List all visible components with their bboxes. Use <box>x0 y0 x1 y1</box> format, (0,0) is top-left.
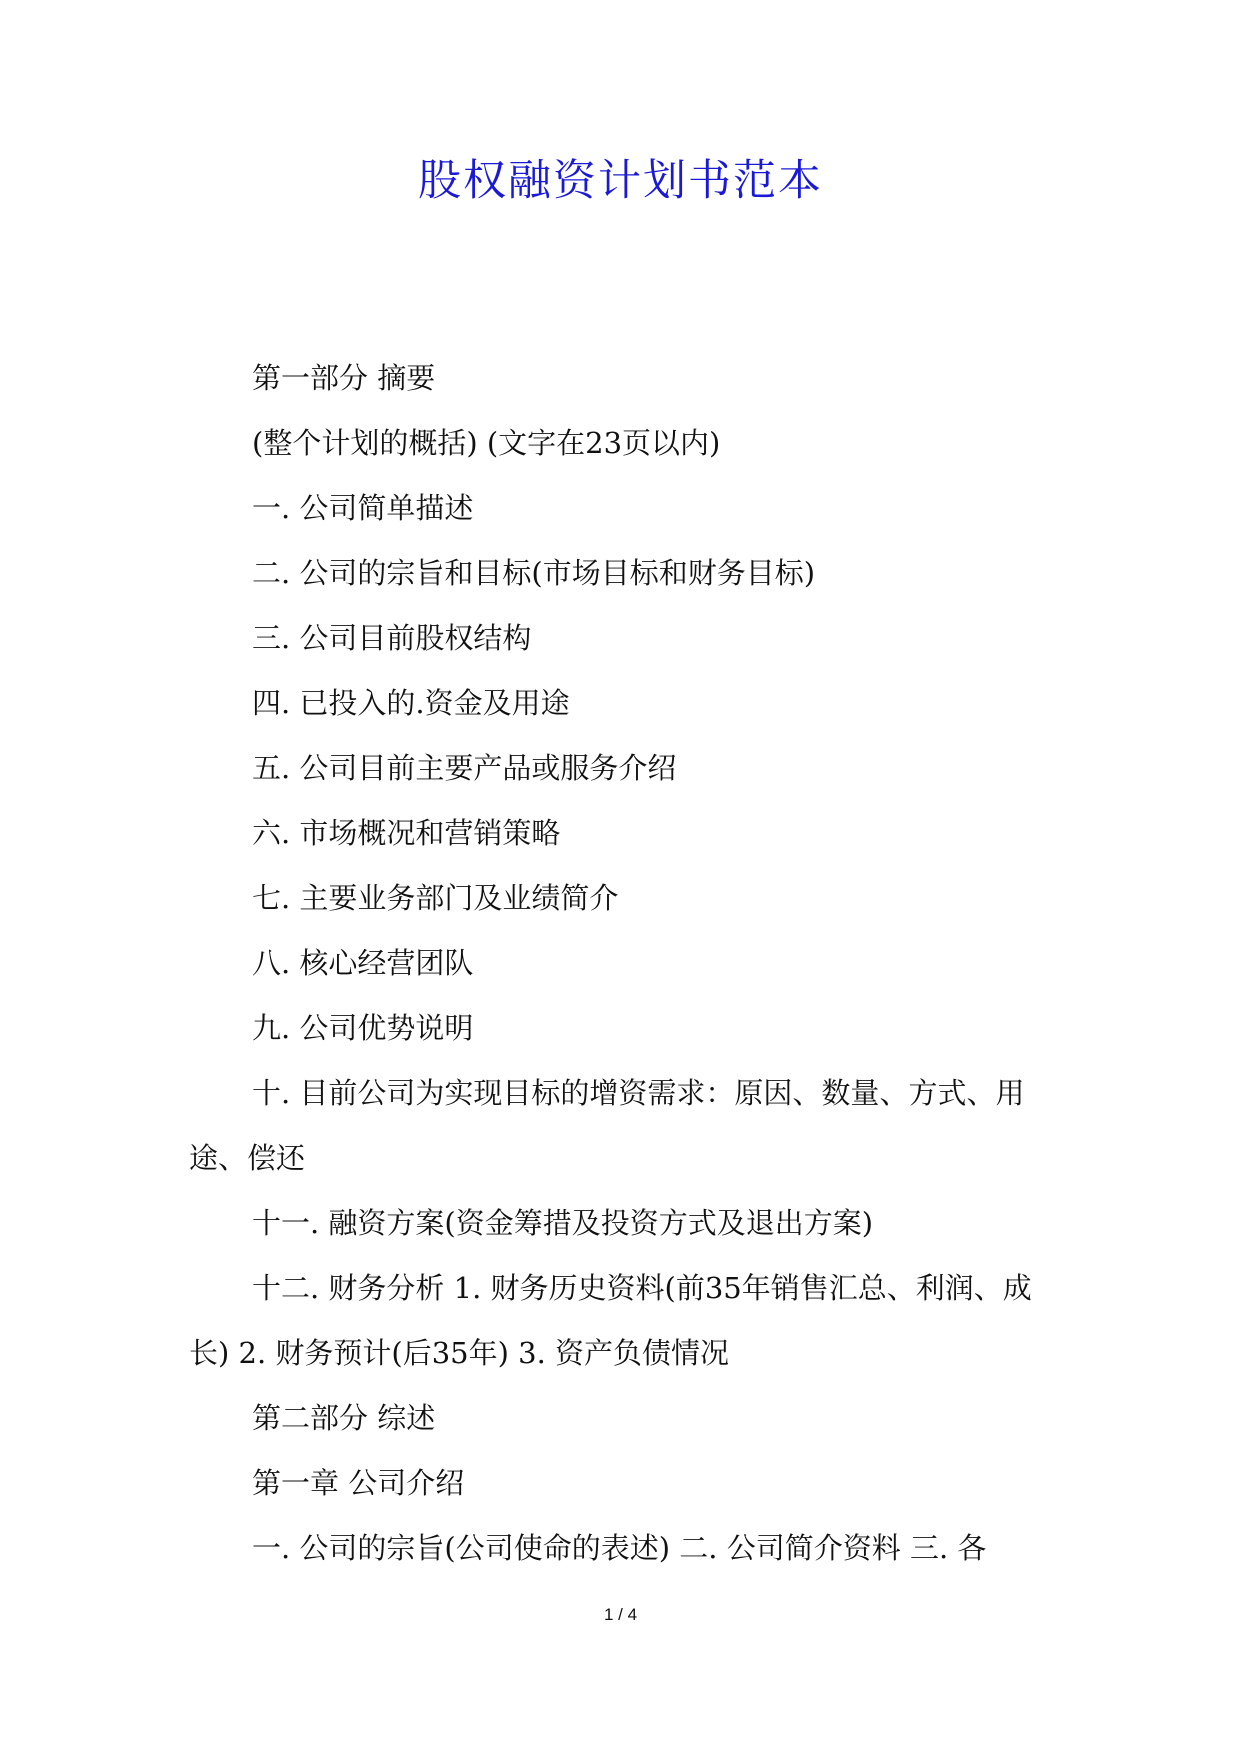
list-item: 四. 已投入的.资金及用途 <box>252 686 570 720</box>
list-item: 十一. 融资方案(资金筹措及投资方式及退出方案) <box>252 1206 874 1240</box>
document-title: 股权融资计划书范本 <box>418 156 823 206</box>
list-item: 十. 目前公司为实现目标的增资需求：原因、数量、方式、用途、偿还 <box>189 1076 1025 1175</box>
summary-note: (整个计划的概括) (文字在23页以内) <box>252 426 721 460</box>
chapter-list-item: 一. 公司的宗旨(公司使命的表述) 二. 公司简介资料 三. 各 <box>252 1531 987 1565</box>
list-item: 二. 公司的宗旨和目标(市场目标和财务目标) <box>252 556 816 590</box>
list-item: 九. 公司优势说明 <box>252 1011 474 1045</box>
list-item: 六. 市场概况和营销策略 <box>252 816 561 850</box>
list-item: 八. 核心经营团队 <box>252 946 474 980</box>
chapter-heading: 第一章 公司介绍 <box>252 1466 465 1500</box>
section-heading-part-one: 第一部分 摘要 <box>252 361 436 395</box>
document-body <box>189 346 1051 1581</box>
list-item: 十二. 财务分析 1. 财务历史资料(前35年销售汇总、利润、成长) 2. 财务预计(后35年) 3. 资产负债情况 <box>189 1271 1032 1370</box>
list-item: 七. 主要业务部门及业绩简介 <box>252 881 619 915</box>
list-item: 三. 公司目前股权结构 <box>252 621 532 655</box>
list-item: 一. 公司简单描述 <box>252 491 474 525</box>
section-heading-part-two: 第二部分 综述 <box>252 1401 436 1435</box>
page-number: 1 / 4 <box>603 1605 638 1624</box>
list-item: 五. 公司目前主要产品或服务介绍 <box>252 751 677 785</box>
